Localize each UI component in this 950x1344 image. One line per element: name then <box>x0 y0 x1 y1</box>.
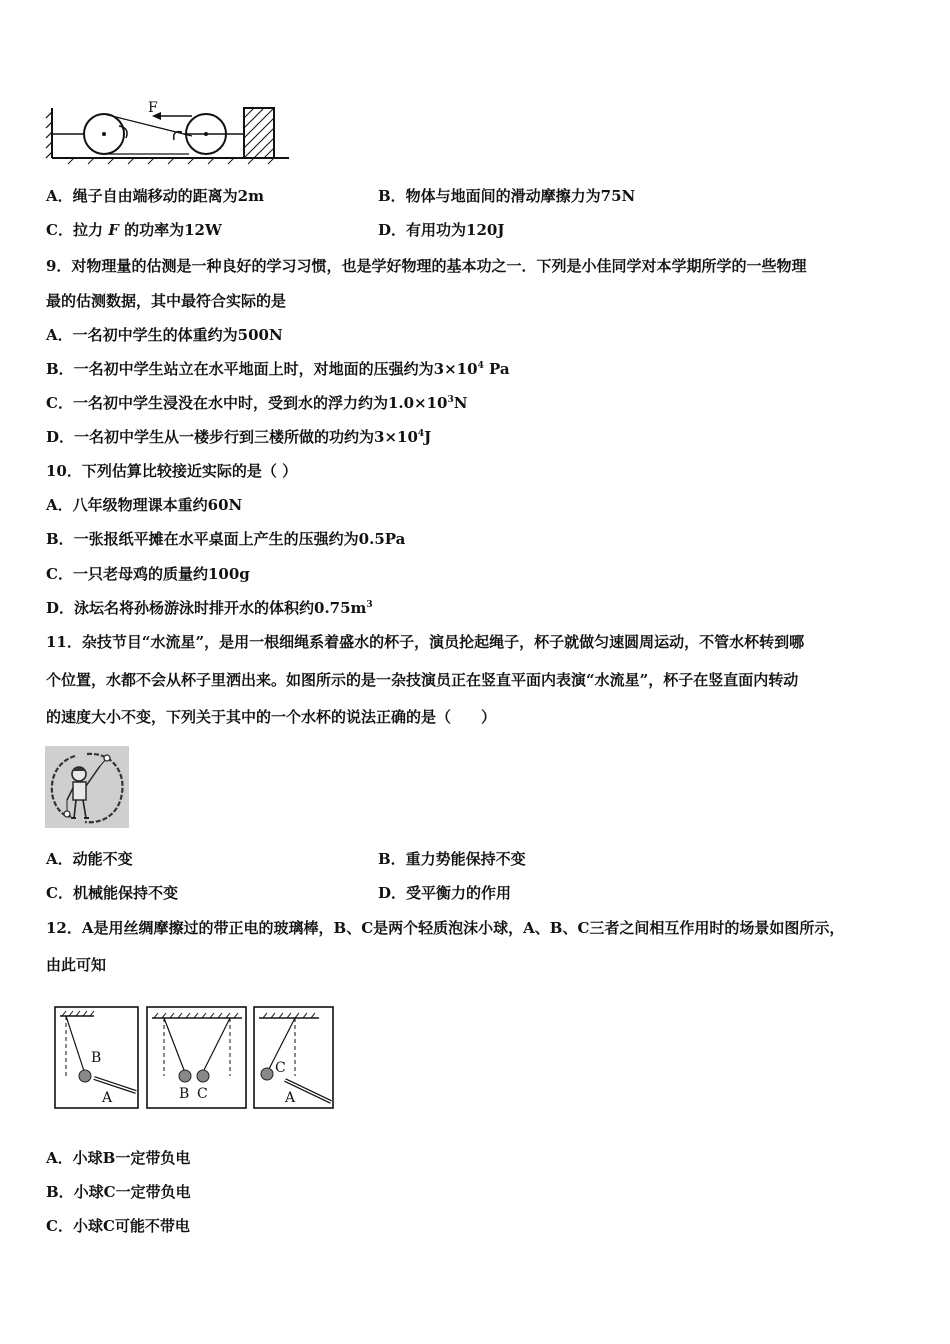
q11-stem-line1: 11．杂技节目“水流星”，是用一根细绳系着盛水的杯子，演员抡起绳子，杯子就做匀速圆周运动，不管水杯转到哪 <box>46 633 805 651</box>
q10-option-d <box>46 598 373 618</box>
q12-option-a: A．小球B一定带负电 <box>46 1149 191 1167</box>
q9-stem-line1: 9．对物理量的估测是一种良好的学习习惯，也是学好物理的基本功之一．下列是小佳同学对本学期所学的一些物理 <box>46 257 807 275</box>
q11-option-d: D．受平衡力的作用 <box>378 884 512 902</box>
fig3-label-a: A <box>285 1090 296 1106</box>
q11-option-a: A．动能不变 <box>46 850 133 868</box>
q9-option-b <box>46 359 510 379</box>
q12-option-c: C．小球C可能不带电 <box>46 1217 190 1235</box>
q9-option-b-post: Pa <box>483 360 510 378</box>
q9-stem-line2: 最的估测数据，其中最符合实际的是 <box>46 292 287 310</box>
q11-option-c: C．机械能保持不变 <box>46 884 178 902</box>
q10-stem: 10．下列估算比较接近实际的是（ ） <box>46 462 298 480</box>
q8-option-a: A．绳子自由端移动的距离为2m <box>46 187 264 205</box>
water-meteor-figure <box>45 746 129 828</box>
q9-option-d-pre: D．一名初中学生从一楼步行到三楼所做的功约为3×10 <box>46 428 418 446</box>
q9-option-b-pre: B．一名初中学生站立在水平地面上时，对地面的压强约为3×10 <box>46 360 478 378</box>
q12-stem-line1: 12．A是用丝绸摩擦过的带正电的玻璃棒，B、C是两个轻质泡沫小球，A、B、C三者之间相互作用时的场景如图所示， <box>46 919 845 937</box>
q10-option-c: C．一只老母鸡的质量约100g <box>46 565 250 583</box>
q11-stem-line3: 的速度大小不变，下列关于其中的一个水杯的说法正确的是（ ） <box>46 708 497 726</box>
q8-option-d: D．有用功为120J <box>378 221 505 239</box>
q9-option-d-exp: 4 <box>417 429 425 439</box>
q11-option-b: B．重力势能保持不变 <box>378 850 526 868</box>
q9-option-c-pre: C．一名初中学生浸没在水中时，受到水的浮力约为1.0×10 <box>46 394 448 412</box>
q10-option-a: A．八年级物理课本重约60N <box>46 496 243 514</box>
q9-option-b-exp: 4 <box>477 361 484 371</box>
q12-stem-line2: 由此可知 <box>46 956 107 974</box>
q8-option-c-var: F <box>108 221 119 239</box>
q9-option-c-exp: 3 <box>447 395 454 405</box>
charge-figure-3 <box>253 1006 334 1109</box>
q9-option-a: A．一名初中学生的体重约为500N <box>46 326 283 344</box>
q9-option-d <box>46 427 431 447</box>
fig3-label-c: C <box>275 1060 286 1076</box>
charge-figure-2 <box>146 1006 247 1109</box>
q10-option-b: B．一张报纸平摊在水平桌面上产生的压强约为0.5Pa <box>46 530 406 548</box>
q8-option-c-pre: C．拉力 <box>46 221 103 239</box>
q10-option-d-pre: D．泳坛名将孙杨游泳时排开水的体积约0.75m <box>46 599 367 617</box>
q8-option-c-post: 的功率为12W <box>124 221 222 239</box>
force-label: F <box>148 100 158 116</box>
fig1-label-b: B <box>91 1050 102 1066</box>
q10-option-d-exp: 3 <box>366 600 373 610</box>
q11-stem-line2: 个位置，水都不会从杯子里洒出来。如图所示的是一杂技演员正在竖直平面内表演“水流星”，杯子在竖直面内转动 <box>46 671 799 689</box>
fig2-label-b: B <box>179 1086 190 1102</box>
charge-figure-1 <box>54 1006 139 1109</box>
q9-option-d-post: J <box>424 428 432 446</box>
q8-option-c <box>46 220 222 240</box>
q9-option-c-post: N <box>453 394 468 412</box>
q9-option-c <box>46 393 467 413</box>
q8-option-b: B．物体与地面间的滑动摩擦力为75N <box>378 187 636 205</box>
fig2-label-c: C <box>197 1086 208 1102</box>
fig1-label-a: A <box>102 1090 113 1106</box>
q12-option-b: B．小球C一定带负电 <box>46 1183 191 1201</box>
pulley-figure <box>44 96 294 166</box>
